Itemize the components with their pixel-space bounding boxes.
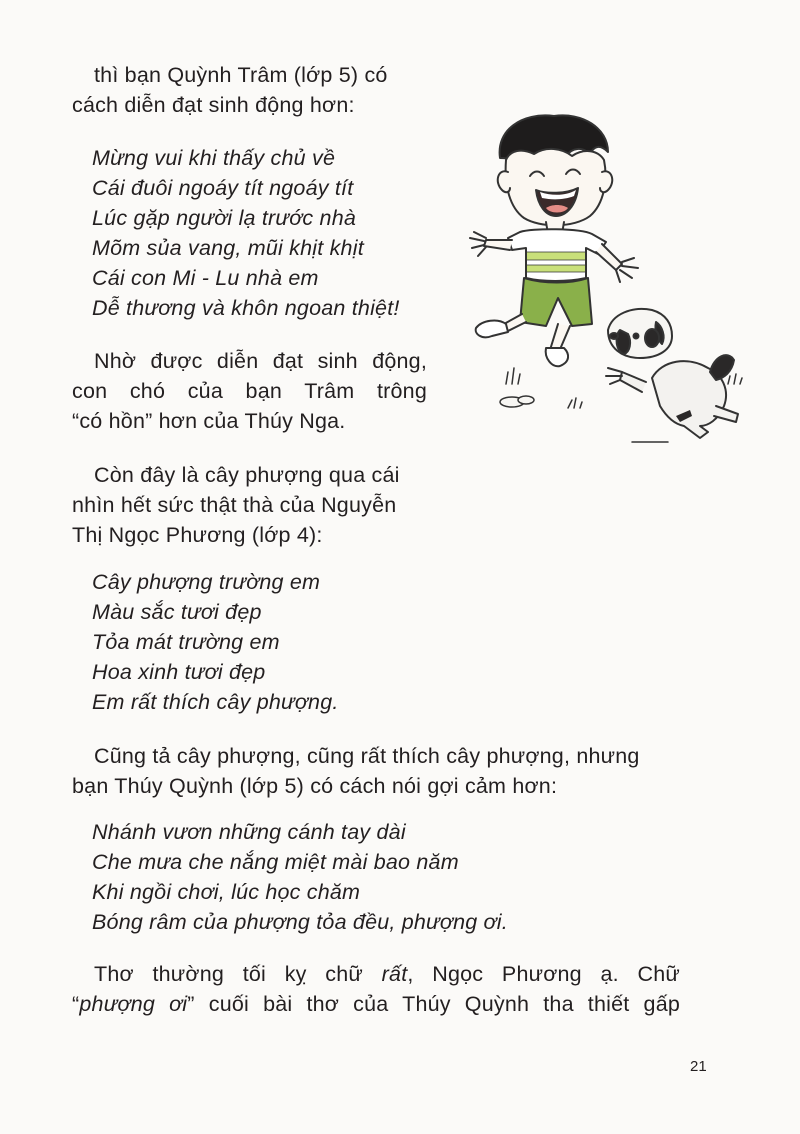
poem-line: Em rất thích cây phượng. [92, 690, 339, 714]
puppy-ear-left [617, 330, 631, 354]
boy-hand-left [470, 232, 486, 256]
paragraph-phuong-intro [72, 460, 427, 550]
puppy-back-leg [714, 406, 738, 422]
emphasis-rat: rất [381, 962, 408, 986]
poem-line: Lúc gặp người lạ trước nhà [92, 206, 357, 230]
poem-line: Mừng vui khi thấy chủ về [92, 146, 336, 170]
poem-line: Hoa xinh tươi đẹp [92, 660, 266, 684]
grass-tuft [506, 368, 520, 384]
paragraph-line: Thị Ngọc Phương (lớp 4): [72, 523, 323, 547]
pebble [518, 396, 534, 404]
poem-nhanh-vuon [92, 817, 508, 937]
text-run: , Ngọc Phương ạ. Chữ [407, 962, 680, 986]
paragraph-line: nhìn hết sức thật thà của Nguyễn [72, 493, 397, 517]
paragraph-line: bạn Thúy Quỳnh (lớp 5) có cách nói gợi cảm hơn: [72, 774, 558, 798]
paragraph-line: “có hồn” hơn của Thúy Nga. [72, 409, 346, 433]
poem-line: Màu sắc tươi đẹp [92, 600, 262, 624]
paragraph-line [72, 959, 680, 989]
grass-tuft [728, 374, 742, 384]
emphasis-phuong-oi: phượng ơi [79, 992, 188, 1016]
poem-line: Bóng râm của phượng tỏa đều, phượng ơi. [92, 910, 508, 934]
paragraph-line: con chó của bạn Trâm trông [72, 379, 427, 403]
poem-cay-phuong [92, 567, 339, 717]
boy-arm-left [484, 240, 512, 250]
paragraph-tram [72, 346, 427, 436]
intro-line: thì bạn Quỳnh Trâm (lớp 5) có [94, 63, 388, 87]
poem-line: Mõm sủa vang, mũi khịt khịt [92, 236, 364, 260]
poem-line: Khi ngồi chơi, lúc học chăm [92, 880, 361, 904]
page-number: 21 [690, 1058, 707, 1075]
intro-line: cách diễn đạt sinh động hơn: [72, 93, 355, 117]
poem-line: Cái đuôi ngoáy tít ngoáy tít [92, 176, 354, 200]
text-run: “ [72, 992, 80, 1016]
poem-mi-lu [92, 143, 400, 323]
puppy-front-paw [606, 368, 622, 384]
paragraph-line: Nhờ được diễn đạt sinh động, [94, 349, 427, 373]
boy-shirt-stripe [527, 252, 585, 260]
grass-tuft [568, 398, 582, 408]
puppy-nose [610, 333, 618, 339]
puppy-eye-patch [645, 329, 659, 347]
text-run: ” cuối bài thơ của Thúy Quỳnh tha thiết gấp [187, 992, 681, 1016]
puppy-front-leg [620, 372, 646, 392]
paragraph-line: Còn đây là cây phượng qua cái [94, 463, 400, 487]
poem-line: Dễ thương và khôn ngoan thiệt! [92, 296, 400, 320]
paragraph-line [72, 989, 680, 1019]
poem-line: Cái con Mi - Lu nhà em [92, 266, 319, 290]
boy-shoe-right [546, 348, 568, 366]
paragraph-thuy-quynh [72, 741, 680, 801]
boy-arm-right [596, 244, 622, 270]
intro-paragraph [72, 60, 427, 120]
paragraph-line: Cũng tả cây phượng, cũng rất thích cây phượng, nhưng [94, 744, 640, 768]
boy-ear-right [600, 171, 612, 192]
poem-line: Nhánh vươn những cánh tay dài [92, 820, 406, 844]
paragraph-closing [72, 959, 680, 1019]
poem-line: Tỏa mát trường em [92, 630, 280, 654]
poem-line: Che mưa che nắng miệt mài bao năm [92, 850, 459, 874]
boy-ear-left [498, 171, 510, 192]
puppy-eye [634, 334, 639, 339]
text-run: Thơ thường tối kỵ chữ [94, 962, 382, 986]
poem-line: Cây phượng trường em [92, 570, 321, 594]
boy-shoe-left [476, 321, 508, 338]
puppy-figure [606, 309, 738, 442]
boy-and-puppy-illustration [462, 110, 762, 455]
boy-shirt-stripe [527, 265, 585, 272]
boy-shorts [520, 278, 592, 326]
